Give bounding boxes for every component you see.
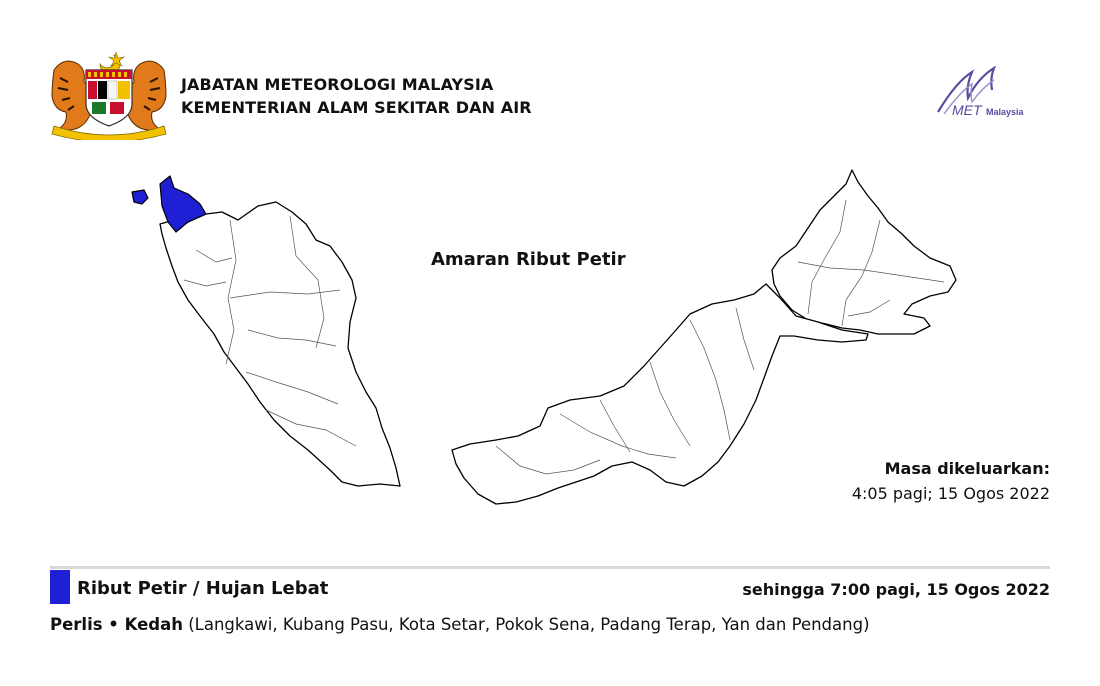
met-malaysia-logo bbox=[930, 66, 1050, 122]
affected-districts: (Langkawi, Kubang Pasu, Kota Setar, Pokok Sena, Padang Terap, Yan dan Pendang) bbox=[182, 615, 870, 634]
island-langkawi bbox=[132, 190, 148, 204]
met-logo-sub: Malaysia bbox=[986, 107, 1024, 117]
sabah bbox=[772, 170, 956, 334]
coat-of-arms-icon bbox=[48, 48, 170, 140]
divider bbox=[50, 566, 1050, 569]
ministry-name: KEMENTERIAN ALAM SEKITAR DAN AIR bbox=[181, 98, 532, 117]
issued-time bbox=[852, 456, 1050, 506]
peninsular-malaysia bbox=[160, 202, 400, 486]
issued-value: 4:05 pagi; 15 Ogos 2022 bbox=[851, 484, 1050, 503]
affected-states: Perlis • Kedah bbox=[50, 615, 183, 634]
issued-label: Masa dikeluarkan: bbox=[884, 459, 1050, 478]
affected-areas bbox=[50, 615, 870, 634]
valid-until: sehingga 7:00 pagi, 15 Ogos 2022 bbox=[742, 580, 1050, 599]
map-title: Amaran Ribut Petir bbox=[431, 249, 626, 270]
warning-color-swatch bbox=[50, 570, 70, 604]
warning-type: Ribut Petir / Hujan Lebat bbox=[77, 578, 329, 599]
org-name: JABATAN METEOROLOGI MALAYSIA bbox=[181, 75, 494, 94]
met-logo-main: MET bbox=[952, 102, 982, 118]
